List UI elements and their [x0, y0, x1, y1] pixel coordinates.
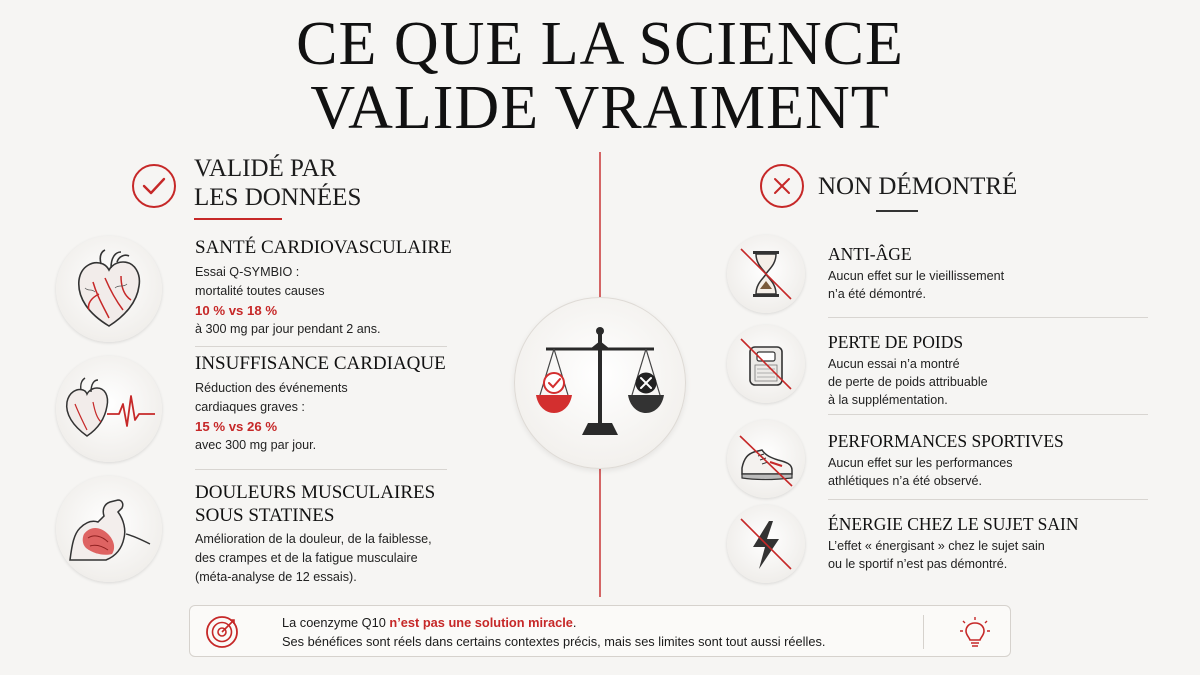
cardiovascular-line-1: Essai Q-SYMBIO :	[195, 265, 300, 279]
lightbulb-icon	[958, 615, 992, 649]
validated-heading-rule	[194, 218, 282, 220]
statin-muscle-line-2: des crampes et de la fatigue musculaire	[195, 551, 418, 565]
conclusion-lead-end: .	[572, 615, 577, 630]
heart-failure-title: INSUFFISANCE CARDIAQUE	[195, 353, 446, 374]
validated-item-cardiovascular	[56, 236, 476, 346]
conclusion-box	[189, 605, 1011, 657]
lightning-bolt-icon	[727, 505, 805, 583]
statin-muscle-line-3: (méta-analyse de 12 essais).	[195, 570, 357, 584]
cardiovascular-title: SANTÉ CARDIOVASCULAIRE	[195, 237, 452, 258]
cardiovascular-highlight: 10 % vs 18 %	[195, 303, 278, 318]
conclusion-line-2: Ses bénéfices sont réels dans certains contextes précis, mais ses limites sont tout aussi réelles.	[282, 634, 826, 649]
weight-loss-line-2: de perte de poids attribuable	[828, 375, 988, 389]
anti-aging-line-2: n’a été démontré.	[828, 287, 927, 301]
heart-failure-line-3: avec 300 mg par jour.	[195, 438, 317, 452]
right-divider-3	[828, 499, 1148, 500]
left-divider-2	[195, 469, 447, 470]
energy-title: ÉNERGIE CHEZ LE SUJET SAIN	[828, 514, 1079, 534]
sports-performance-title: PERFORMANCES SPORTIVES	[828, 431, 1064, 451]
not-proven-item-weight-loss	[727, 325, 1147, 407]
check-circle-icon	[132, 164, 176, 208]
conclusion-separator	[923, 615, 924, 649]
page-title	[0, 12, 1200, 140]
cardiovascular-line-2: mortalité toutes causes	[195, 284, 325, 298]
not-proven-item-anti-aging	[727, 235, 1147, 313]
energy-line-1: L’effet « énergisant » chez le sujet sain	[828, 539, 1045, 553]
validated-item-statin-muscle-pain	[56, 476, 476, 586]
not-proven-heading-rule	[876, 210, 918, 212]
weight-loss-title: PERTE DE POIDS	[828, 332, 964, 352]
statin-muscle-title-line-1: DOULEURS MUSCULAIRES	[195, 482, 436, 503]
anatomical-heart-icon	[56, 236, 162, 342]
cardiovascular-line-3: à 300 mg par jour pendant 2 ans.	[195, 322, 381, 336]
heart-ecg-icon	[56, 356, 162, 462]
heart-failure-line-1: Réduction des événements	[195, 381, 348, 395]
not-proven-item-energy	[727, 505, 1147, 583]
heart-failure-highlight: 15 % vs 26 %	[195, 419, 278, 434]
anti-aging-line-1: Aucun effet sur le vieillissement	[828, 269, 1005, 283]
flexed-arm-muscle-icon	[56, 476, 162, 582]
x-circle-icon	[760, 164, 804, 208]
anti-aging-title: ANTI-ÂGE	[828, 244, 912, 264]
center-divider-bottom	[599, 469, 601, 597]
balance-scale-icon	[514, 297, 686, 469]
statin-muscle-title-line-2: SOUS STATINES	[195, 505, 335, 526]
bathroom-scale-icon	[727, 325, 805, 403]
weight-loss-line-1: Aucun essai n’a montré	[828, 357, 960, 371]
sports-performance-line-2: athlétiques n’a été observé.	[828, 474, 983, 488]
validated-item-heart-failure	[56, 352, 476, 462]
sports-performance-line-1: Aucun effet sur les performances	[828, 456, 1013, 470]
energy-line-2: ou le sportif n’est pas démontré.	[828, 557, 1008, 571]
left-divider-1	[195, 346, 447, 347]
not-proven-item-sports-performance	[727, 420, 1147, 498]
validated-heading-text	[194, 154, 361, 212]
center-divider-top	[599, 152, 601, 297]
weight-loss-line-3: à la supplémentation.	[828, 393, 948, 407]
page-title-line-1: CE QUE LA SCIENCE	[296, 10, 904, 78]
right-divider-2	[828, 414, 1148, 415]
conclusion-line-1	[282, 613, 825, 632]
hourglass-icon	[727, 235, 805, 313]
target-icon	[204, 614, 240, 650]
running-shoe-icon	[727, 420, 805, 498]
not-proven-heading-text: NON DÉMONTRÉ	[818, 173, 1018, 200]
conclusion-lead: La coenzyme Q10	[282, 615, 390, 630]
validated-heading-line-2: LES DONNÉES	[194, 184, 362, 211]
statin-muscle-line-1: Amélioration de la douleur, de la faiblesse,	[195, 532, 432, 546]
conclusion-emphasis: n’est pas une solution miracle	[389, 615, 573, 630]
validated-heading-line-1: VALIDÉ PAR	[194, 155, 337, 182]
page-title-line-2: VALIDE VRAIMENT	[310, 74, 890, 142]
heart-failure-line-2: cardiaques graves :	[195, 400, 305, 414]
right-divider-1	[828, 317, 1148, 318]
